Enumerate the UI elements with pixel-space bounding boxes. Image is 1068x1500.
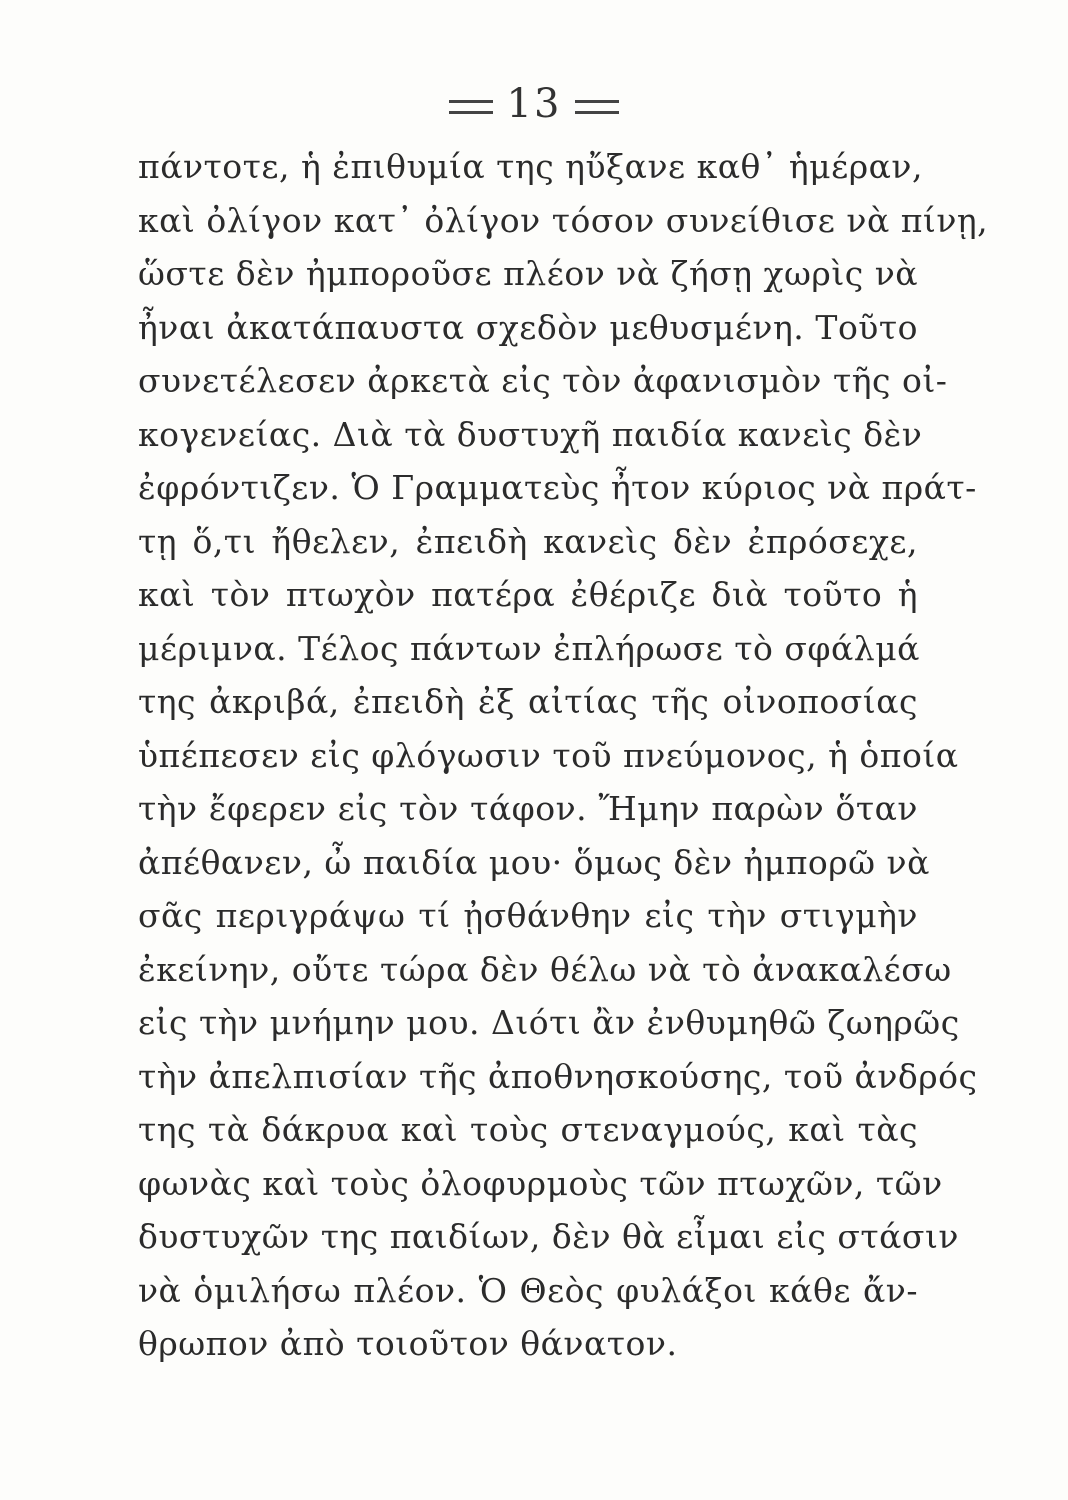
text-line: εἰς τὴν μνήμην μου. Διότι ἂν ἐνθυμηθῶ ζωηρῶς — [138, 1003, 960, 1042]
text-line: ἐφρόντιζεν. Ὁ Γραμματεὺς ἦτον κύριος νὰ πράτ- — [138, 468, 977, 507]
text-line: τὴν ἀπελπισίαν τῆς ἀποθνησκούσης, τοῦ ἀνδρός — [138, 1056, 978, 1096]
text-line: σᾶς περιγράψω τί ᾐσθάνθην εἰς τὴν στιγμὴν — [138, 896, 918, 935]
text-line: ὥστε δὲν ἠμποροῦσε πλέον νὰ ζήσῃ χωρὶς νὰ — [138, 254, 919, 293]
text-line: καὶ τὸν πτωχὸν πατέρα ἐθέριζε διὰ τοῦτο ἡ — [138, 575, 918, 614]
text-line: ἀπέθανεν, ὦ παιδία μου· ὅμως δὲν ἠμπορῶ νὰ — [138, 842, 930, 882]
text-line: συνετέλεσεν ἀρκετὰ εἰς τὸν ἀφανισμὸν τῆς οἰ- — [138, 361, 948, 400]
text-line: θρωπον ἀπὸ τοιοῦτον θάνατον. — [138, 1324, 678, 1363]
header-rule-left — [449, 100, 493, 114]
page-number: 13 — [506, 81, 562, 127]
text-line: της ἀκριβά, ἐπειδὴ ἐξ αἰτίας τῆς οἰνοποσίας — [138, 682, 918, 721]
text-line: μέριμνα. Τέλος πάντων ἐπλήρωσε τὸ σφάλμά — [138, 628, 920, 668]
text-line: πάντοτε, ἡ ἐπιθυμία της ηὔξανε καθ᾽ ἡμέραν, — [138, 147, 923, 186]
body-text — [138, 140, 989, 1371]
text-line: καὶ ὀλίγον κατ᾽ ὀλίγον τόσον συνείθισε νὰ πίνῃ, — [138, 200, 989, 240]
text-line: ἐκείνην, οὔτε τώρα δὲν θέλω νὰ τὸ ἀνακαλέσω — [138, 949, 952, 989]
text-line: κογενείας. Διὰ τὰ δυστυχῆ παιδία κανεὶς δὲν — [138, 414, 923, 454]
text-line: δυστυχῶν της παιδίων, δὲν θὰ εἶμαι εἰς στάσιν — [138, 1217, 959, 1256]
header-rule-right — [575, 100, 619, 114]
text-line: τὴν ἔφερεν εἰς τὸν τάφον. Ἤμην παρὼν ὅταν — [138, 789, 918, 828]
text-line: φωνὰς καὶ τοὺς ὀλοφυρμοὺς τῶν πτωχῶν, τῶν — [138, 1163, 943, 1203]
text-line: της τὰ δάκρυα καὶ τοὺς στεναγμούς, καὶ τὰς — [138, 1110, 918, 1149]
page-header — [0, 82, 1068, 126]
text-line: τῃ ὅ,τι ἤθελεν, ἐπειδὴ κανεὶς δὲν ἐπρόσεχε, — [138, 521, 918, 561]
text-line: ἦναι ἀκατάπαυστα σχεδὸν μεθυσμένη. Τοῦτο — [138, 307, 918, 347]
text-line: ὑπέπεσεν εἰς φλόγωσιν τοῦ πνεύμονος, ἡ ὁποία — [138, 735, 959, 775]
text-line: νὰ ὁμιλήσω πλέον. Ὁ Θεὸς φυλάξοι κάθε ἄν- — [138, 1270, 918, 1310]
